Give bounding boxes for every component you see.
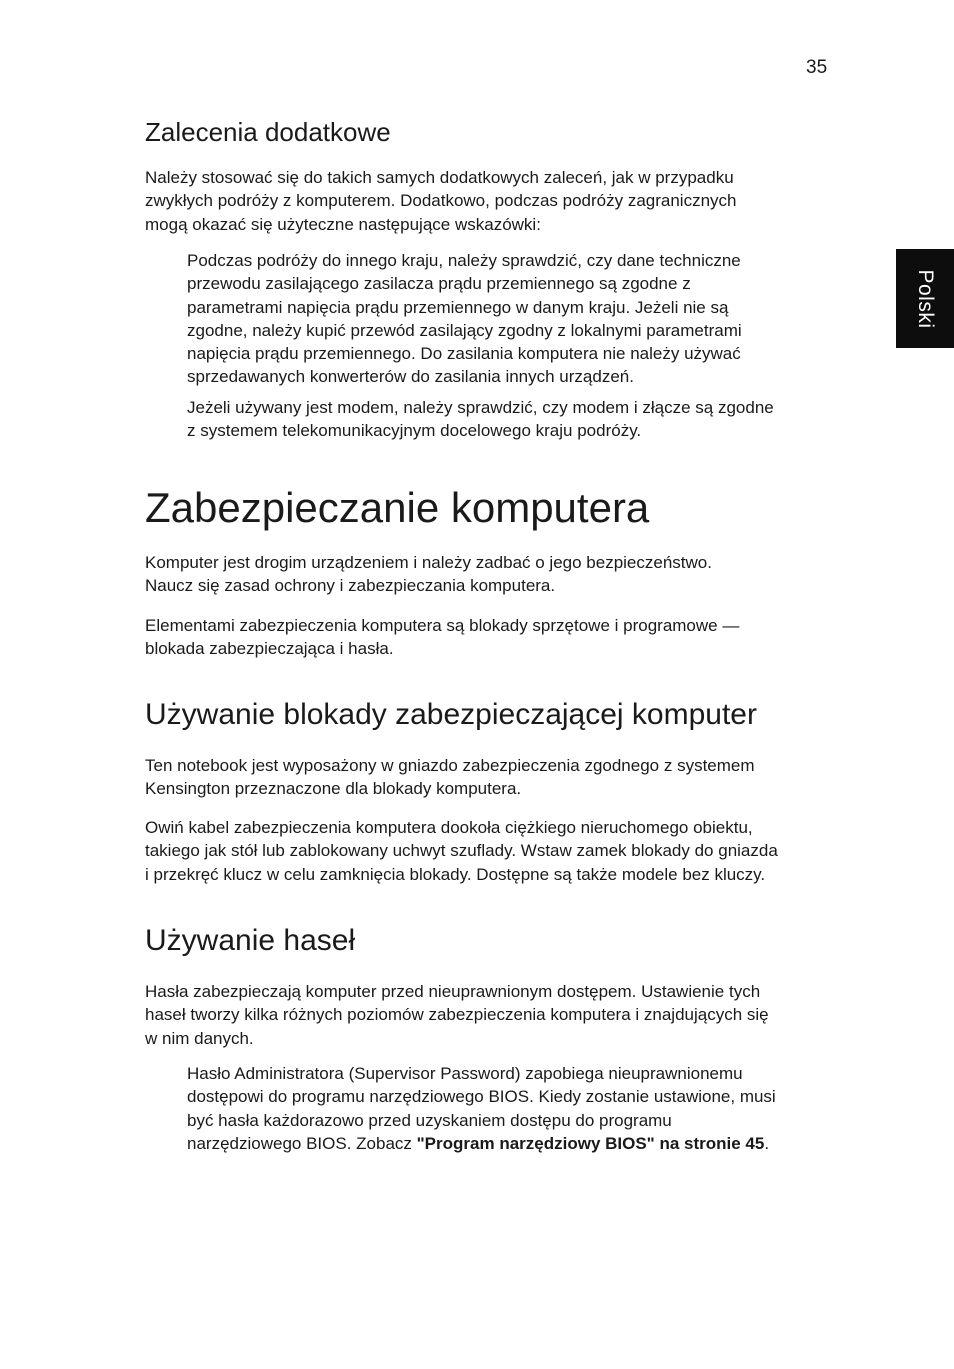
text-fragment: narzędziowego BIOS. Zobacz <box>187 1133 417 1153</box>
text-line: przewodu zasilającego zasilacza prądu przemiennego są zgodne z <box>187 274 691 294</box>
text-line: Należy stosować się do takich samych dodatkowych zaleceń, jak w przypadku <box>145 168 734 187</box>
paragraph-passwords-1 <box>145 980 835 1050</box>
chapter-heading-security: Zabezpieczanie komputera <box>145 484 650 531</box>
text-line: blokada zabezpieczająca i hasła. <box>145 639 394 659</box>
text-line: mogą okazać się użyteczne następujące wskazówki: <box>145 214 541 234</box>
paragraph-lock-2 <box>145 816 835 886</box>
text-line: i przekręć klucz w celu zamknięcia blokady. Dostępne są także modele bez kluczy. <box>145 864 766 884</box>
paragraph-security-2 <box>145 614 835 661</box>
text-line: sprzedawanych konwerterów do zasilania innych urządzeń. <box>187 367 634 387</box>
paragraph-tip-modem <box>187 396 837 443</box>
text-line <box>187 1132 837 1155</box>
language-side-tab-label: Polski <box>914 268 937 329</box>
section-heading-extra: Zalecenia dodatkowe <box>145 117 391 147</box>
paragraph-tip-power <box>187 249 837 389</box>
text-line: być hasła każdorazowo przed uzyskaniem dostępu do programu <box>187 1110 672 1130</box>
page-number: 35 <box>806 57 828 78</box>
text-line: Kensington przeznaczone dla blokady komputera. <box>145 779 522 799</box>
text-line: haseł tworzy kilka różnych poziomów zabezpieczenia komputera i znajdujących się <box>145 1005 769 1025</box>
text-line: Jeżeli używany jest modem, należy sprawdzić, czy modem i złącze są zgodne <box>187 398 774 417</box>
text-line: Elementami zabezpieczenia komputera są blokady sprzętowe i programowe — <box>145 616 740 635</box>
text-line: zwykłych podróży z komputerem. Dodatkowo, podczas podróży zagranicznych <box>145 191 737 211</box>
language-side-tab <box>896 249 954 348</box>
text-line: w nim danych. <box>145 1028 254 1048</box>
text-line: Ten notebook jest wyposażony w gniazdo zabezpieczenia zgodnego z systemem <box>145 756 755 775</box>
text-line: dostępowi do programu narzędziowego BIOS. Kiedy zostanie ustawione, musi <box>187 1087 776 1107</box>
text-line: Podczas podróży do innego kraju, należy sprawdzić, czy dane techniczne <box>187 251 741 270</box>
text-line: napięcia prądu przemiennego. Do zasilania komputera nie należy używać <box>187 344 741 364</box>
text-line: Owiń kabel zabezpieczenia komputera dookoła ciężkiego nieruchomego obiektu, <box>145 818 753 837</box>
paragraph-admin-password <box>187 1062 837 1155</box>
text-line: Naucz się zasad ochrony i zabezpieczania komputera. <box>145 576 556 596</box>
text-line: takiego jak stół lub zablokowany uchwyt szuflady. Wstaw zamek blokady do gniazda <box>145 841 778 861</box>
text-line: Komputer jest drogim urządzeniem i należy zadbać o jego bezpieczeństwo. <box>145 553 712 572</box>
text-fragment: . <box>764 1133 770 1153</box>
text-line: parametrami napięcia prądu przemiennego w danym kraju. Jeżeli nie są <box>187 297 729 317</box>
paragraph-lock-1 <box>145 754 835 801</box>
section-heading-passwords: Używanie haseł <box>145 924 356 957</box>
text-line: Hasła zabezpieczają komputer przed nieuprawnionym dostępem. Ustawienie tych <box>145 982 761 1001</box>
text-line: zgodne, należy kupić przewód zasilający zgodny z lokalnymi parametrami <box>187 320 742 340</box>
text-line: z systemem telekomunikacyjnym docelowego kraju podróży. <box>187 421 642 441</box>
paragraph-security-1 <box>145 551 835 598</box>
text-line: Hasło Administratora (Supervisor Password) zapobiega nieuprawnionemu <box>187 1064 743 1083</box>
bios-reference-link[interactable]: "Program narzędziowy BIOS" na stronie 45 <box>416 1133 765 1153</box>
paragraph-extra-intro <box>145 166 835 236</box>
section-heading-lock: Używanie blokady zabezpieczającej komputer <box>145 698 757 731</box>
